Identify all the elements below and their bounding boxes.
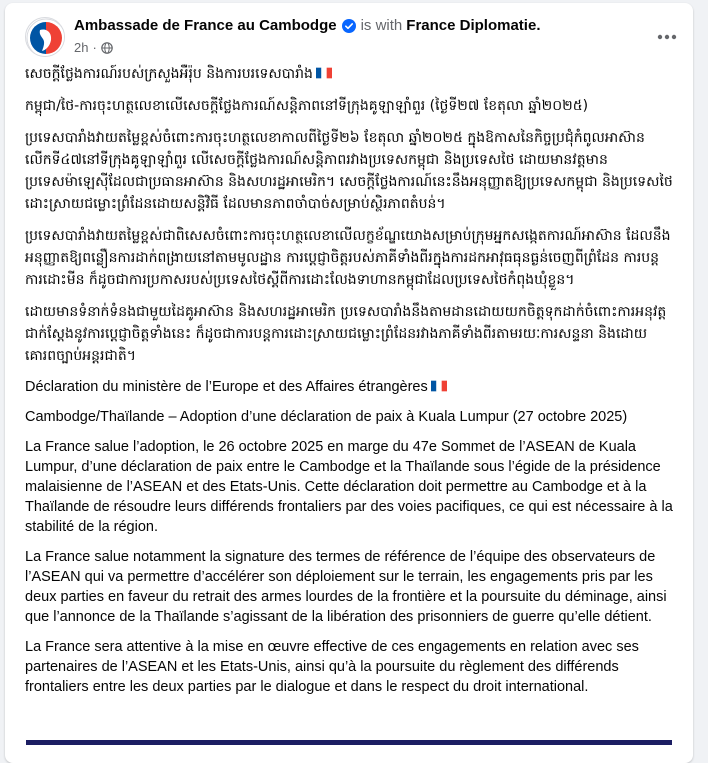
author-name-link[interactable]: Ambassade de France au Cambodge	[74, 17, 337, 34]
french-title-text: Déclaration du ministère de l’Europe et des Affaires étrangères	[25, 379, 428, 395]
globe-icon[interactable]	[101, 42, 113, 54]
is-with-label: is with	[360, 17, 403, 34]
post-card	[5, 3, 693, 763]
post-timestamp[interactable]: 2h	[74, 40, 89, 55]
french-paragraph-1: La France salue l’adoption, le 26 octobre 2025 en marge du 47e Sommet de l’ASEAN de Kuala Lumpur, d’une déclaration de paix entre le Cambodge et la Thaïlande sous l’égide de la présidence malaisienne de l’ASEAN et des Etats-Unis. Cette déclaration doit permettre au Cambodge et à la Thaïlande de résoudre leurs différends frontaliers par des voies pacifiques, ce qui est nécessaire à la stabilité de la région.	[25, 439, 673, 535]
khmer-paragraph-2: ប្រទេសបារាំងវាយតម្លៃខ្ពស់ជាពិសេសចំពោះការចុះហត្ថលេខាលើលក្ខខ័ណ្ឌយោងសម្រាប់ក្រុមអ្នកសង្កេតការណ៍អាស៊ាន ដែលនឹងអនុញ្ញាតឱ្យពន្លឿនការដាក់ពង្រាយនៅតាមមូលដ្ឋាន ការប្តេជ្ញាចិត្តរបស់ភាគីទាំងពីរក្នុងការដកអាវុធធុនធ្ងន់ចេញពីព្រំដែន ការបន្តការដោះមីន ក៏ដូចជាការប្រកាសរបស់ប្រទេសថៃស្តីពីការដោះលែងទាហានកម្ពុជាដែលប្រទេសថៃកំពុងឃុំខ្លួន។	[25, 228, 671, 288]
attached-media-preview-edge[interactable]	[26, 740, 672, 745]
more-options-icon	[657, 34, 677, 40]
french-paragraph-3: La France sera attentive à la mise en œuvre effective de ces engagements en relation avec ses partenaires de l’ASEAN et les Etats-Unis, ainsi qu’à la poursuite du règlement des différends frontaliers entre les deux parties par le dialogue et dans le respect du droit international.	[25, 639, 639, 695]
khmer-paragraph-3: ដោយមានទំនាក់ទំនងជាមួយដៃគូអាស៊ាន និងសហរដ្ឋអាមេរិក ប្រទេសបារាំងនឹងតាមដានដោយយកចិត្តទុកដាក់ចំពោះការអនុវត្តជាក់ស្តែងនូវការប្តេជ្ញាចិត្តទាំងនេះ ក៏ដូចជាការបន្តការដោះស្រាយជម្លោះព្រំដែនរវាងភាគីទាំងពីរតាមរយៈការសន្ទនា និងដោយគោរពច្បាប់អន្តរជាតិ។	[25, 304, 667, 364]
meta-separator: ·	[92, 40, 97, 55]
france-flag-icon	[316, 67, 332, 79]
more-options-button[interactable]	[649, 19, 685, 55]
verified-badge-icon	[342, 19, 356, 33]
partner-page-link[interactable]: France Diplomatie	[406, 17, 537, 34]
post-body	[25, 63, 675, 707]
post-author-line	[74, 17, 541, 34]
khmer-title	[25, 63, 675, 85]
french-subtitle: Cambodge/Thaïlande – Adoption d’une déclaration de paix à Kuala Lumpur (27 octobre 2025)	[25, 409, 628, 425]
partner-suffix: .	[536, 17, 541, 34]
khmer-paragraph-1: ប្រទេសបារាំងវាយតម្លៃខ្ពស់ចំពោះការចុះហត្ថលេខាកាលពីថ្ងៃទី២៦ ខែតុលា ឆ្នាំ២០២៥ ក្នុងឱកាសនៃកិច្ចប្រជុំកំពូលអាស៊ានលើកទី៤៧នៅទីក្រុងគូឡាឡាំពួរ លើសេចក្តីថ្លែងការណ៍សន្តិភាពរវាងប្រទេសកម្ពុជា និងប្រទេសថៃ ដោយមានវត្តមានប្រទេសម៉ាឡេស៊ីដែលជាប្រធានអាស៊ាន និងសហរដ្ឋអាមេរិក។ សេចក្តីថ្លែងការណ៍នេះនឹងអនុញ្ញាតឱ្យប្រទេសកម្ពុជា និងប្រទេសថៃដោះស្រាយជម្លោះព្រំដែនដោយសន្តិវិធី ដែលមានភាពចាំបាច់សម្រាប់ស្ថិរភាពតំបន់។	[25, 130, 673, 212]
khmer-subtitle: កម្ពុជា/ថៃ-ការចុះហត្ថលេខាលើសេចក្តីថ្លែងការណ៍សន្តិភាពនៅទីក្រុងគូឡាឡាំពួរ (ថ្ងៃទី២៧ ខែតុលា ឆ្នាំ២០២៥)	[25, 98, 589, 114]
page-avatar[interactable]	[25, 17, 65, 57]
france-flag-icon	[431, 380, 447, 392]
post-meta	[74, 40, 113, 55]
post-header	[25, 15, 685, 59]
french-paragraph-2: La France salue notamment la signature des termes de référence de l’équipe des observateurs de l’ASEAN qui va permettre d’accélérer son déploiement sur le terrain, les engagements pris par les deux parties en faveur du retrait des armes lourdes de la frontière et la poursuite du déminage, ainsi que l’annonce de la Thaïlande s’agissant de la libération des prisonniers de guerre qu’elle détient.	[25, 549, 667, 625]
marianne-logo-icon	[26, 18, 65, 57]
french-title	[25, 377, 675, 397]
khmer-title-text: សេចក្តីថ្លែងការណ៍របស់ក្រសួងអឺរ៉ុប និងការបរទេសបារាំង	[25, 66, 313, 82]
